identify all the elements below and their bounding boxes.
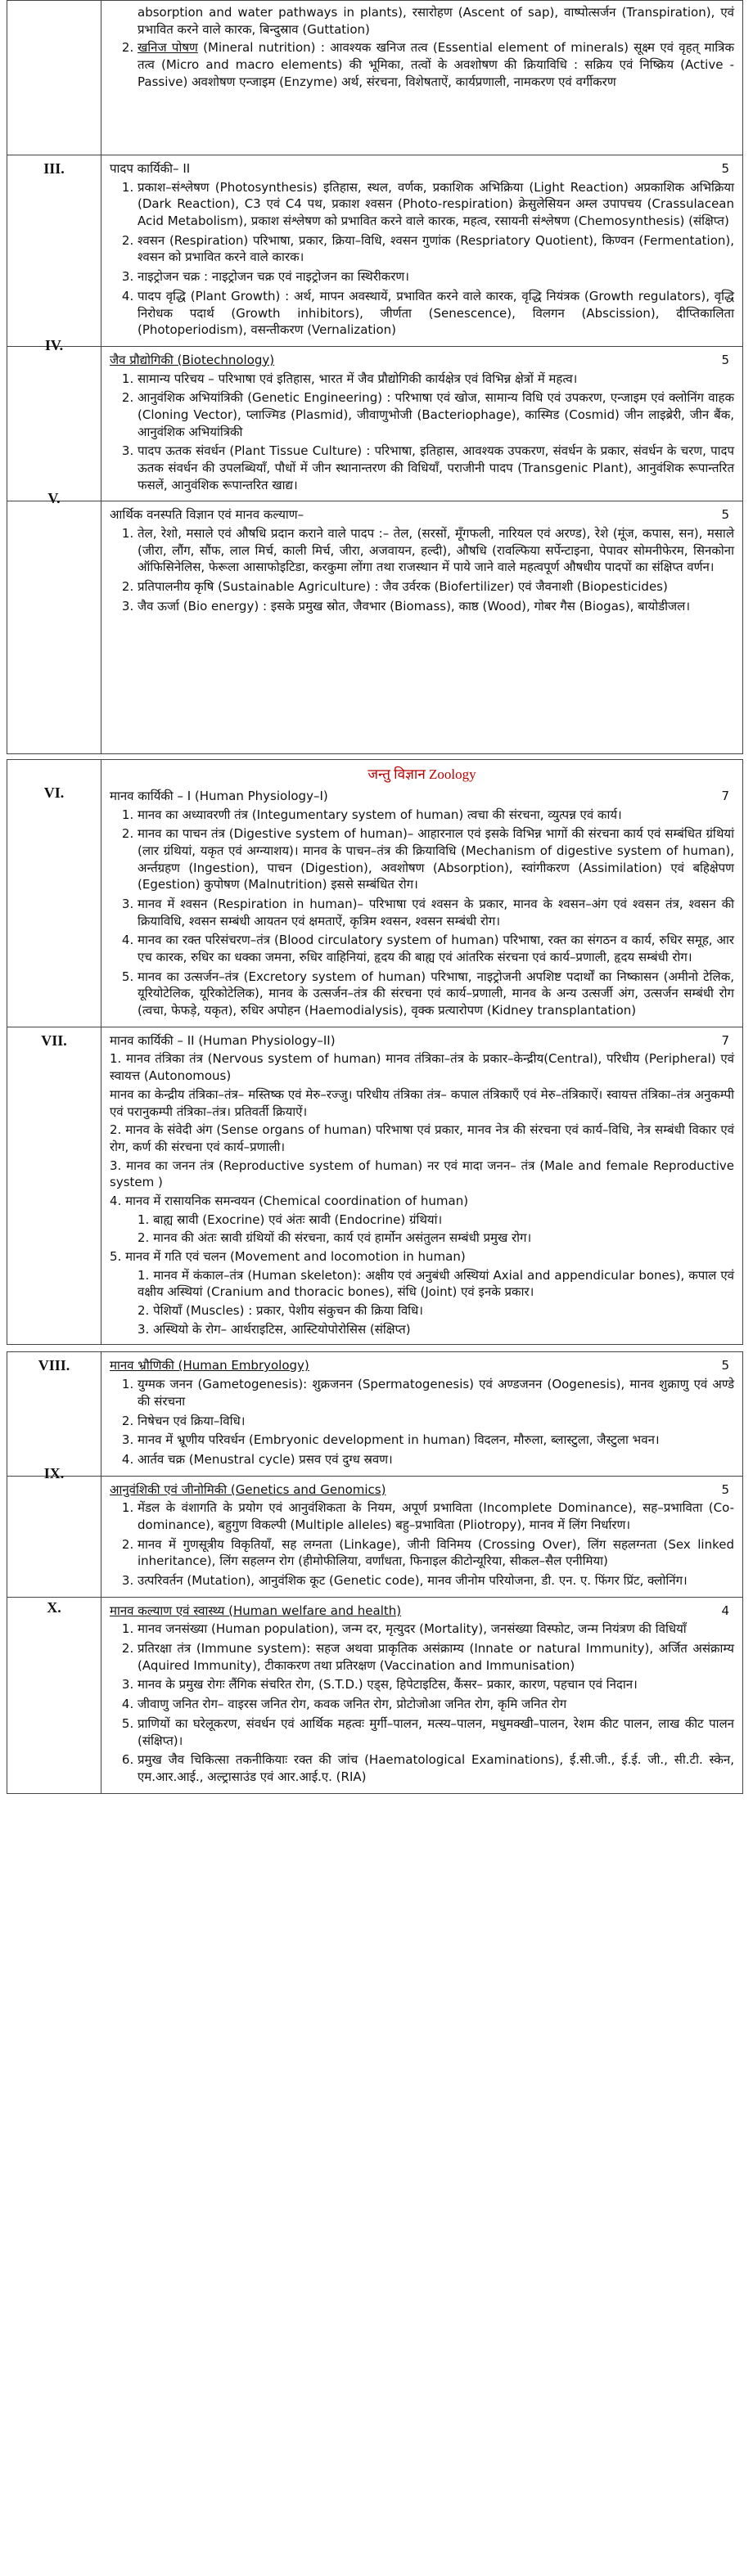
list-item: 2. निषेचन एवं क्रिया–विधि। [138, 1413, 734, 1430]
section-heading-zoology: जन्तु विज्ञान Zoology [367, 767, 476, 783]
unit-label: X. [47, 1598, 61, 1616]
sub-paragraph: 2. पेशियाँ (Muscles) : प्रकार, पेशीय संकुचन की क्रिया विधि। [138, 1303, 423, 1319]
list-item: 2. श्वसन (Respiration) परिभाषा, प्रकार, क्रिया–विधि, श्वसन गुणांक (Respriatory Quotient), किण्वन (Fermentation), श्वसन को प्रभावित करने वाले कारक। [138, 232, 734, 266]
list-item: 3. नाइट्रोजन चक्र : नाइट्रोजन चक्र एवं नाइट्रोजन का स्थिरीकरण। [138, 268, 734, 285]
list-item: 2. मानव में गुणसूत्रीय विकृतियाँ, सह लग्नता (Linkage), जीनी विनिमय (Crossing Over), लिंग सहलग्नता (Sex linked inheritance), लिंग सहलग्न रोग (हीमोफीलिया, वर्णांधता, फिनाइल कीटोन्यूरिया, सीकल–सैल एनीमिया) [138, 1536, 734, 1570]
unit-title: आर्थिक वनस्पति विज्ञान एवं मानव कल्याण– [110, 507, 304, 523]
list-item: 2. आनुवंशिक अभियांत्रिकी (Genetic Engineering) : परिभाषा एवं खोज, सामान्य विधि एवं उपकरण, एन्जाइम एवं क्लोनिंग वाहक (Cloning Vector), प्लाज्मिड (Plasmid), जीवाणुभोजी (Bacteriophage), कास्मिड (Cosmid) जीन लाइब्रेरी, जीन बैंक, आनुवंशिक अभियांत्रिकी [138, 389, 734, 440]
paragraph: मानव का केन्द्रीय तंत्रिका–तंत्र– मस्तिष्क एवं मेरु–रज्जु। परिधीय तंत्रिका तंत्र– कपाल तंत्रिकाएँ एवं मेरु–तंत्रिकाऐं। स्वायत्त तंत्रिका–तंत्र अनुकम्पी एवं परानुकम्पी तंत्रिका–तंत्र। प्रतिवर्ती क्रियाऐं। [110, 1086, 734, 1119]
list-item: 1. युग्मक जनन (Gametogenesis): शुक्रजनन (Spermatogenesis) एवं अण्डजनन (Oogenesis), मानव शुक्राणु एवं अण्डे की संरचना [138, 1376, 734, 1409]
list-item: 3. मानव में भ्रूणीय परिवर्धन (Embryonic development in human) विदलन, मौरुला, ब्लास्टुला, जैस्टुला भवन। [138, 1432, 734, 1449]
syllabus-document [7, 0, 743, 1794]
syllabus-table-part2 [7, 759, 743, 1345]
unit-title: मानव भ्रौणिकी (Human Embryology) [110, 1358, 309, 1373]
list-item: 5. मानव का उत्सर्जन–तंत्र (Excretory system of human) परिभाषा, नाइट्रोजनी अपशिष्ट पदार्थों का निष्कासन (अमीनो टेलिक, यूरियोटेलिक, यूरिकोटेलिक), मानव के उत्सर्जन–तंत्र की संरचना एवं कार्य–प्रणाली, मानव के अन्य उत्सर्जी अंग, उत्सर्जन सम्बंधी रोग (त्वचा, फेफड़े, यकृत), रुधिर अपोहन (Haemodialysis), वृक्क प्रत्यारोपण (Kidney transplantation) [138, 969, 734, 1019]
unit-title: जैव प्रौद्योगिकी (Biotechnology) [110, 352, 275, 367]
unit-marks: 5 [721, 1358, 729, 1373]
list-item: 1. मानव का अध्यावरणी तंत्र (Integumentary system of human) त्वचा की संरचना, व्युत्पन्न एवं कार्य। [138, 807, 734, 824]
list-item: 2. प्रतिपालनीय कृषि (Sustainable Agriculture) : जैव उर्वरक (Biofertilizer) एवं जैवनाशी (Biopesticides) [138, 578, 734, 596]
continued-text: absorption and water pathways in plants), रसारोहण (Ascent of sap), वाष्पोत्सर्जन (Transpiration), एवं प्रभावित करने वाले कारक, बिन्दुस्राव (Guttation) [138, 5, 734, 37]
sub-paragraph: 2. मानव की अंतः स्रावी ग्रंथियों की संरचना, कार्य एवं हार्मोन असंतुलन सम्बंधी प्रमुख रोग। [138, 1230, 532, 1246]
unit-marks: 4 [721, 1603, 729, 1618]
list-item: 5. प्राणियों का घरेलूकरण, संवर्धन एवं आर्थिक महत्वः मुर्गी–पालन, मत्स्य–पालन, मधुमक्खी–पालन, रेशम कीट पालन, लाख कीट पालन (संक्षिप्त)। [138, 1715, 734, 1749]
list-item: 2. प्रतिरक्षा तंत्र (Immune system): सहज अथवा प्राकृतिक असंक्राम्य (Innate or natural Immunity), अर्जित असंक्राम्य (Aquired Immunity), टीकाकरण तथा प्रतिरक्षण (Vaccination and Immunisation) [138, 1640, 734, 1674]
list-item: 4. पादप वृद्धि (Plant Growth) : अर्थ, मापन अवस्थायें, प्रभावित करने वाले कारक, वृद्धि नियंत्रक (Growth regulators), वृद्धि निरोधक पदार्थ (Growth inhibitors), जीर्णता (Senescence), विलगन (Abscission), दीप्तिकालिता (Photoperiodism), वसन्तीकरण (Vernalization) [138, 288, 734, 339]
unit-marks: 7 [721, 1032, 729, 1048]
list-item: 6. प्रमुख जैव चिकित्सा तकनीकियाः रक्त की जांच (Haematological Examinations), ई.सी.जी., ई.ई. जी., सी.टी. स्केन, एम.आर.आई., अल्ट्रासाउंड एवं आर.आई.ए. (RIA) [138, 1751, 734, 1785]
unit-marks: 5 [721, 161, 729, 176]
list-item: 1. मानव जनसंख्या (Human population), जन्म दर, मृत्युदर (Mortality), जनसंख्या विस्फोट, जन्म नियंत्रण की विधियाँ [138, 1621, 734, 1638]
unit-title: मानव कार्यिकी – I (Human Physiology–I) [110, 788, 328, 803]
sub-paragraph: 1. बाह्य स्रावी (Exocrine) एवं अंतः स्रावी (Endocrine) ग्रंथियां। [138, 1212, 443, 1227]
unit-label: VII. [41, 1032, 67, 1049]
paragraph: 2. मानव के संवेदी अंग (Sense organs of human) परिभाषा एवं प्रकार, मानव नेत्र की संरचना एवं कार्य–विधि, नेत्र सम्बंधी विकार एवं रोग, कर्ण की संरचना एवं कार्य–प्रणाली। [110, 1122, 734, 1154]
list-item: 1. प्रकाश–संश्लेषण (Photosynthesis) इतिहास, स्थल, वर्णक, प्रकाशिक अभिक्रिया (Light Reaction) अप्रकाशिक अभिक्रिया (Dark Reaction), C3 एवं C4 पथ, प्रकाश श्वसन (Photo-respiration) क्रेसुलेसियन अम्ल उपापचय (Crassulacean Acid Metabolism), प्रकाश संश्लेषण को प्रभावित करने वाले कारक, महत्व, रसायनी संश्लेषण (Chemosynthesis) (संक्षिप्त) [138, 179, 734, 230]
list-item: 3. जैव ऊर्जा (Bio energy) : इसके प्रमुख स्रोत, जैवभार (Biomass), काष्ठ (Wood), गोबर गैस (Biogas), बायोडीजल। [138, 598, 734, 615]
list-item: 1. तेल, रेशो, मसाले एवं औषधि प्रदान कराने वाले पादप :– तेल, (सरसों, मूँगफली, नारियल एवं अरण्ड), रेशे (मूंज, कपास, सन), मसाले (जीरा, लौंग, सौंफ, लाल मिर्च, काली मिर्च, जीरा, अजवायन, हल्दी), औषधि (रावल्फिया सर्पेन्टाइना, पेपावर सोमनीफेरम, सिनकोना ऑफिसिनेलिस, फेरूला आसाफोइटिडा, करकुमा लोंगा तथा राजस्थान में पाये जाने वाले महत्वपूर्ण औषधीय पादपों का संक्षिप्त वर्णन। [138, 525, 734, 576]
sub-paragraph: 1. मानव में कंकाल–तंत्र (Human skeleton): अक्षीय एवं अनुबंधी अस्थियां Axial and appendicular bones), कपाल एवं वक्षीय अस्थियां (Cranium and thoracic bones), संधि (Joint) एवं इनके प्रकार। [138, 1267, 734, 1300]
list-item: 3. उत्परिवर्तन (Mutation), आनुवंशिक कूट (Genetic code), मानव जीनोम परियोजना, डी. एन. ए. फिंगर प्रिंट, क्लोनिंग। [138, 1572, 734, 1589]
list-item: 1. मेंडल के वंशागति के प्रयोग एवं आनुवंशिकता के नियम, अपूर्ण प्रभाविता (Incomplete Dominance), सह–प्रभाविता (Co-dominance), बहुगुण विकल्पी (Multiple alleles) बहु–प्रभाविता (Pliotropy), मानव में लिंग निर्धारण। [138, 1499, 734, 1533]
syllabus-table-part3 [7, 1351, 743, 1793]
list-item: 3. मानव में श्वसन (Respiration in human)– परिभाषा एवं श्वसन के प्रकार, मानव के श्वसन–अंग एवं श्वसन तंत्र, श्वसन की क्रियाविधि, श्वसन सम्बंधी आयतन एवं क्षमताऐं, कृत्रिम श्वसन, श्वसन सम्बंधी रोग। [138, 896, 734, 929]
unit-title: मानव कल्याण एवं स्वास्थ्य (Human welfare and health) [110, 1603, 402, 1618]
unit-title: पादप कार्यिकी– II [110, 161, 191, 176]
unit-label: V. [47, 490, 61, 507]
unit-label: VIII. [38, 1357, 70, 1374]
unit-label: IX. [43, 1464, 65, 1481]
list-item: 2. खनिज पोषण (Mineral nutrition) : आवश्यक खनिज तत्व (Essential element of minerals) सूक्ष्म एवं वृहत् मात्रिक तत्व (Micro and macro elements) की भूमिका, तत्वों के अवशोषण की क्रियाविधि : सक्रिय एवं निष्क्रिय (Active - Passive) अवशोषण एन्जाइम (Enzyme) अर्थ, संरचना, विशेषताऐं, कार्यप्रणाली, नामकरण एवं वर्गीकरण [138, 39, 734, 90]
unit-marks: 7 [721, 788, 729, 803]
list-item: 4. जीवाणु जनित रोग– वाइरस जनित रोग, कवक जनित रोग, प्रोटोजोआ जनित रोग, कृमि जनित रोग [138, 1696, 734, 1713]
sub-paragraph: 3. अस्थियो के रोग– आर्थराइटिस, आस्टियोपोरोसिस (संक्षिप्त) [138, 1321, 411, 1337]
list-item: 1. सामान्य परिचय – परिभाषा एवं इतिहास, भारत में जैव प्रौद्योगिकी कार्यक्षेत्र एवं विभिन्न क्षेत्रों में महत्व। [138, 371, 734, 388]
paragraph: 4. मानव में रासायनिक समन्वयन (Chemical coordination of human) [110, 1193, 469, 1208]
unit-marks: 5 [721, 507, 729, 523]
list-item: 4. आर्तव चक्र (Menustral cycle) प्रसव एवं दुग्ध स्रवण। [138, 1451, 734, 1468]
unit-title: मानव कार्यिकी – II (Human Physiology–II) [110, 1032, 336, 1048]
syllabus-table-part1 [7, 0, 743, 754]
paragraph: 3. मानव का जनन तंत्र (Reproductive system of human) नर एवं मादा जनन– तंत्र (Male and female Reproductive system ) [110, 1158, 734, 1190]
unit-title: आनुवंशिकी एवं जीनोमिकी (Genetics and Genomics) [110, 1481, 386, 1497]
paragraph: 5. मानव में गति एवं चलन (Movement and locomotion in human) [110, 1249, 466, 1265]
paragraph: 1. मानव तंत्रिका तंत्र (Nervous system of human) मानव तंत्रिका–तंत्र के प्रकार–केन्द्रीय(Central), परिधीय (Peripheral) एवं स्वायत्त (Autonomous) [110, 1051, 734, 1084]
list-item: 4. मानव का रक्त परिसंचरण–तंत्र (Blood circulatory system of human) परिभाषा, रक्त का संगठन व कार्य, रुधिर समूह, आर एच कारक, रुधिर का धक्का जमना, रुधिर वाहिनियां, हृदय की बाह्य एवं आंतरिक संरचना एवं कार्य–प्रणाली, हृदय सम्बंधी रोग। [138, 932, 734, 965]
unit-label: IV. [44, 336, 64, 353]
unit-marks: 5 [721, 352, 729, 367]
list-item: 3. मानव के प्रमुख रोगः लैंगिक संचरित रोग, (S.T.D.) एड्स, हिपेटाइटिस, कैंसर– प्रकार, कारण, पहचान एवं निदान। [138, 1676, 734, 1693]
list-item: 2. मानव का पाचन तंत्र (Digestive system of human)– आहारनाल एवं इसके विभिन्न भागों की संरचना कार्य एवं सम्बंधित ग्रंथियां (लार ग्रंथियां, यकृत एवं अग्न्याशय)। मानव के पाचन–तंत्र की क्रियाविधि (Mechanism of digestive system of human), अर्न्तग्रहण (Ingestion), पाचन (Digestion), अवशोषण (Absorption), स्वांगीकरण (Assimilation) एवं बहिक्षेपण (Egestion) कुपोषण (Malnutrition) इससे सम्बंधित रोग। [138, 825, 734, 893]
unit-marks: 5 [721, 1481, 729, 1497]
unit-label: VI. [43, 784, 65, 802]
list-item: 3. पादप ऊतक संवर्धन (Plant Tissue Culture) : परिभाषा, इतिहास, आवश्यक उपकरण, संवर्धन के प्रकार, संवर्धन के चरण, पादप ऊतक संवर्धन की उपलब्धियाँ, पौधों में जीन स्थानान्तरण की विधियाँ, पराजीनी पादप (Transgenic Plant), आनुवंशिक रूपान्तरित फसलें, आनुवंशिक रूपान्तरित खाद्य। [138, 443, 734, 493]
unit-label: III. [43, 160, 65, 177]
